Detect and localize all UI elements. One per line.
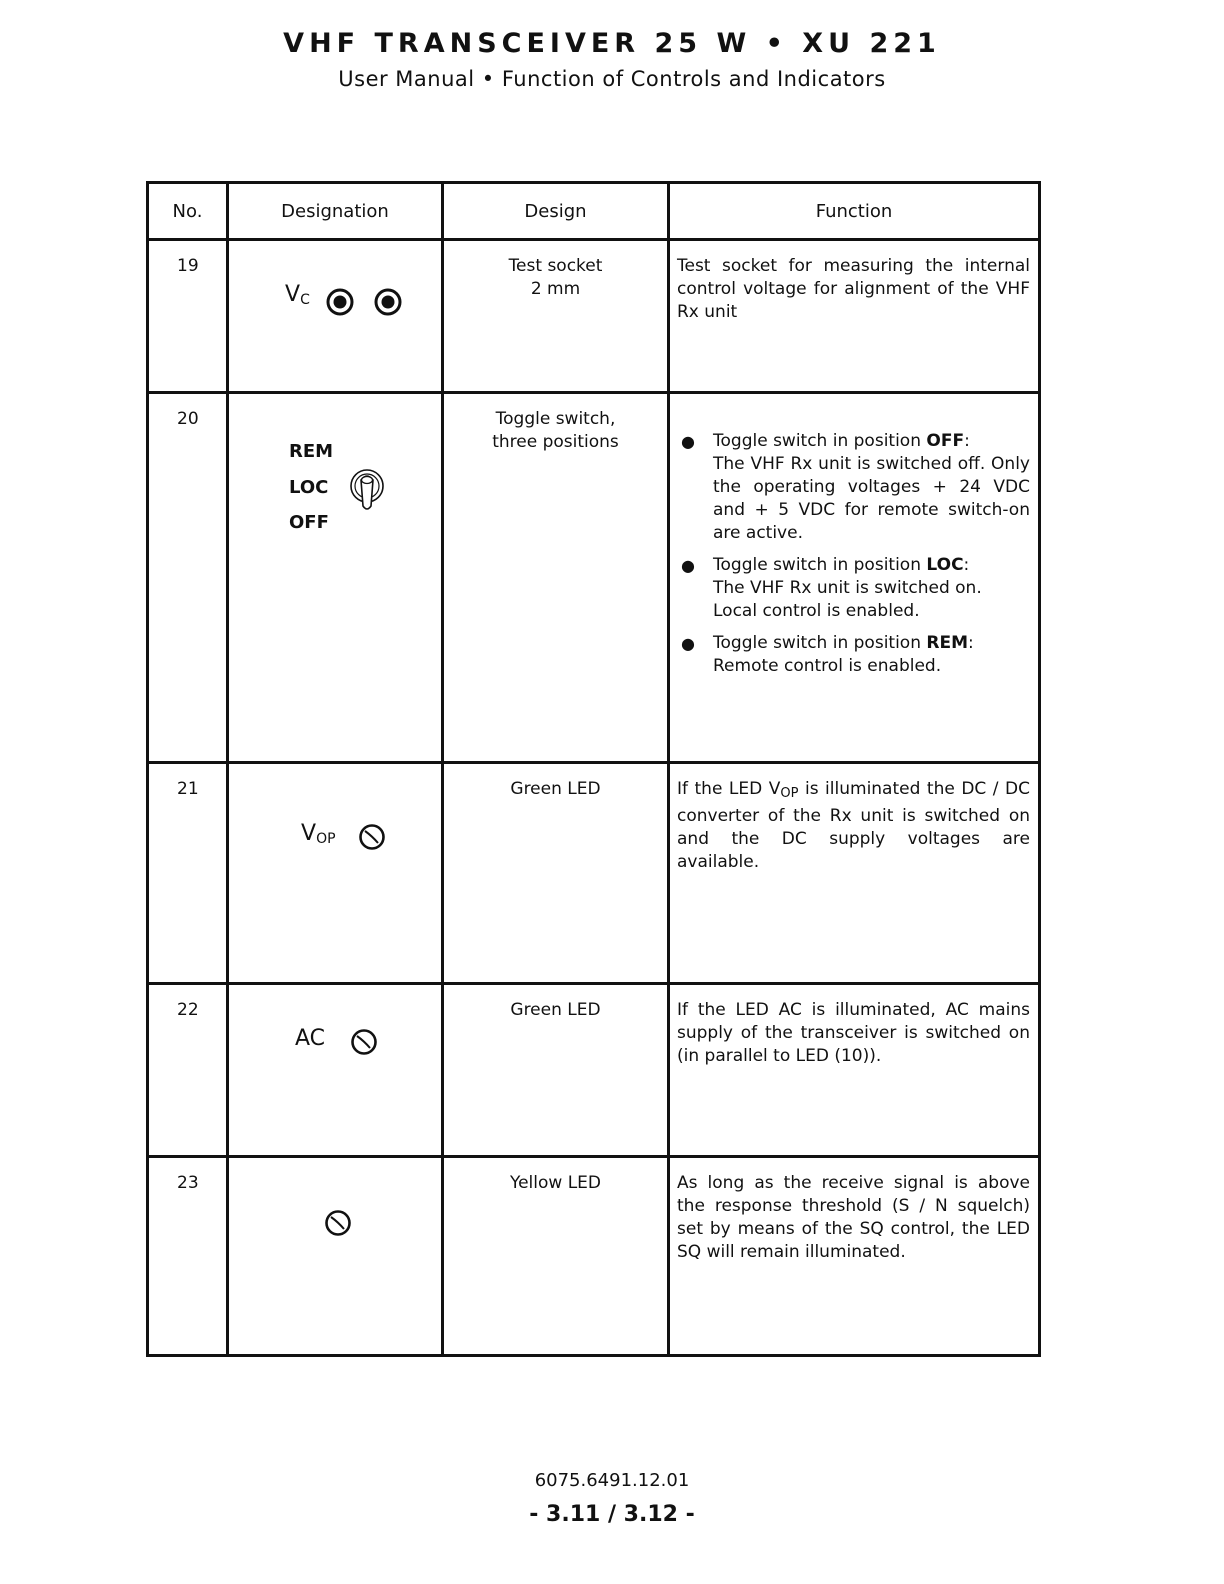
design-cell: Test socket 2 mm — [443, 240, 669, 393]
table-row — [148, 393, 1040, 763]
test-socket-icon — [325, 287, 355, 317]
table-row — [148, 1157, 1040, 1356]
function-cell: As long as the receive signal is above the response threshold (S / N squelch) set by means of the SQ control, the LED SQ will remain illuminated. — [669, 1157, 1040, 1356]
function-cell — [669, 393, 1040, 763]
function-cell: Test socket for measuring the internal control voltage for alignment of the VHF Rx unit — [669, 240, 1040, 393]
designation-cell — [228, 240, 443, 393]
list-item: ● Toggle switch in position LOC: The VHF Rx unit is switched on. Local control is enabled. — [681, 555, 982, 621]
column-header-no: No. — [148, 183, 228, 240]
design-cell: Yellow LED — [443, 1157, 669, 1356]
row-number: 22 — [148, 984, 228, 1157]
designation-label: AC — [295, 1026, 326, 1051]
row-number: 19 — [148, 240, 228, 393]
test-socket-icon — [373, 287, 403, 317]
designation-cell — [228, 393, 443, 763]
column-header-design: Design — [443, 183, 669, 240]
switch-label-loc: LOC — [289, 477, 329, 498]
page-header — [0, 28, 1224, 91]
column-header-designation: Designation — [228, 183, 443, 240]
designation-label: $V_{OP}$ — [301, 821, 336, 847]
led-icon — [357, 822, 387, 852]
function-cell: If the LED $V_{OP}$ is illuminated the DC / DC converter of the Rx unit is switched on and the DC supply voltages are available. — [669, 763, 1040, 984]
row-number: 21 — [148, 763, 228, 984]
document-number: 6075.6491.12.01 — [534, 1470, 690, 1491]
bullet-icon: ● — [681, 432, 695, 451]
table-row — [148, 240, 1040, 393]
switch-label-off: OFF — [289, 512, 329, 533]
controls-table — [146, 181, 1041, 1357]
design-cell: Toggle switch, three positions — [443, 393, 669, 763]
designation-cell — [228, 984, 443, 1157]
design-cell: Green LED — [443, 984, 669, 1157]
toggle-switch-icon — [347, 466, 387, 520]
table-header-row — [148, 183, 1040, 240]
led-icon — [349, 1027, 379, 1057]
led-icon — [323, 1208, 353, 1238]
function-bullet-list — [677, 430, 1030, 678]
bullet-icon: ● — [681, 556, 695, 575]
column-header-function: Function — [669, 183, 1040, 240]
table-row — [148, 763, 1040, 984]
table-row — [148, 984, 1040, 1157]
list-item: ● Toggle switch in position REM: Remote control is enabled. — [681, 633, 974, 676]
designation-cell — [228, 763, 443, 984]
bullet-icon: ● — [681, 634, 695, 653]
function-cell: If the LED AC is illuminated, AC mains supply of the transceiver is switched on (in parallel to LED (10)). — [669, 984, 1040, 1157]
document-title: VHF TRANSCEIVER 25 W • XU 221 — [283, 28, 941, 59]
page-number: - 3.11 / 3.12 - — [529, 1502, 695, 1527]
designation-cell — [228, 1157, 443, 1356]
row-number: 23 — [148, 1157, 228, 1356]
list-item: ● Toggle switch in position OFF: The VHF Rx unit is switched off. Only the operating voltages + 24 VDC and + 5 VDC for remote switch-on are active. — [681, 431, 1030, 543]
designation-label: $V_C$ — [285, 282, 310, 308]
switch-label-rem: REM — [289, 441, 334, 462]
row-number: 20 — [148, 393, 228, 763]
document-subtitle: User Manual • Function of Controls and Indicators — [338, 67, 886, 91]
design-cell: Green LED — [443, 763, 669, 984]
